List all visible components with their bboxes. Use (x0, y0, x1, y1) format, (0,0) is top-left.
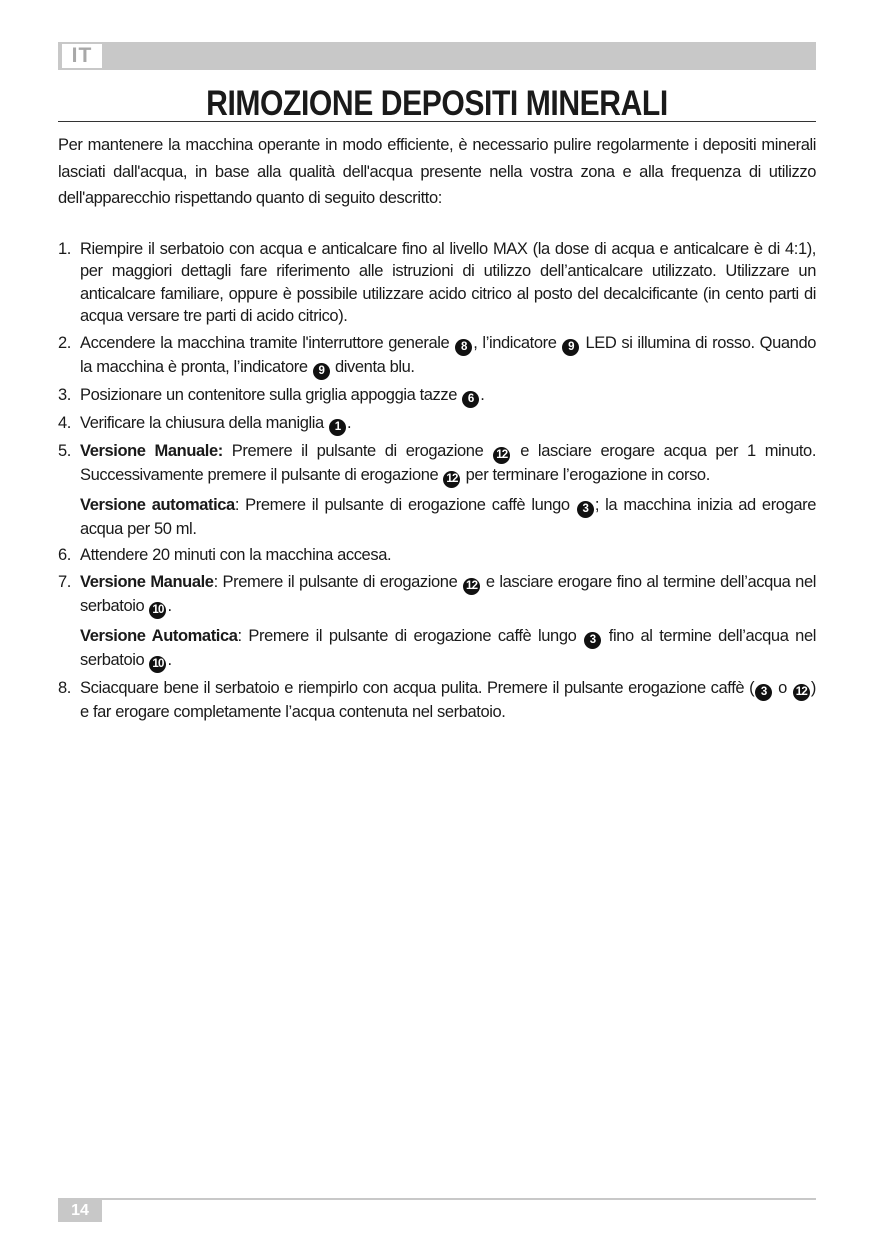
reference-number-badge: 12 (443, 471, 460, 488)
step-subparagraph (80, 494, 816, 541)
step-number: 4. (58, 413, 71, 432)
step-text: Verificare la chiusura della maniglia (80, 413, 329, 432)
step-number: 1. (58, 239, 71, 258)
reference-number-badge: 9 (313, 363, 330, 380)
version-label: Versione Automatica (80, 626, 238, 645)
page-title: RIMOZIONE DEPOSITI MINERALI (206, 84, 668, 123)
step-text: Attendere 20 minuti con la macchina accesa. (80, 546, 392, 564)
step-number: 5. (58, 441, 71, 460)
step-text: e lasciare erogare fino al termine dell’acqua nel serbatoio (80, 572, 816, 615)
step-5 (58, 440, 816, 541)
reference-number-badge: 3 (755, 684, 772, 701)
step-text: : Premere il pulsante di erogazione caffè lungo (234, 495, 576, 514)
title-underline (58, 121, 816, 122)
step-text: Sciacquare bene il serbatoio e riempirlo con acqua pulita. Premere il pulsante erogazione caffè ( (80, 678, 755, 697)
step-text: Premere il pulsante di erogazione (222, 441, 493, 460)
reference-number-badge: 8 (455, 339, 472, 356)
step-text: o (773, 678, 792, 697)
step-text: . (347, 413, 352, 432)
step-text: ) e far erogare completamente l’acqua contenuta nel serbatoio. (80, 678, 816, 721)
reference-number-badge: 12 (493, 447, 510, 464)
step-2 (58, 332, 816, 380)
reference-number-badge: 10 (149, 656, 166, 673)
step-number: 8. (58, 678, 71, 697)
step-number: 2. (58, 333, 71, 352)
step-text: : Premere il pulsante di erogazione (213, 572, 463, 591)
steps-list (58, 238, 816, 724)
step-number: 6. (58, 546, 71, 564)
step-text: Riempire il serbatoio con acqua e anticalcare fino al livello MAX (la dose di acqua e anticalcare è di 4:1), per maggiori dettagli fare riferimento alle istruzioni di utilizzo dell’anticalcare utilizzato. Utilizzare un anticalcare familiare, oppure è possibile utilizzare acido citrico al posto del decalcificante (in cento parti di acqua versare tre parti di acido citrico). (80, 239, 816, 325)
reference-number-badge: 1 (329, 419, 346, 436)
step-1 (58, 238, 816, 328)
step-text: , l’indicatore (473, 333, 562, 352)
step-text: ; la macchina inizia ad erogare acqua per 50 ml. (80, 495, 816, 538)
step-8 (58, 677, 816, 724)
step-7 (58, 571, 816, 673)
reference-number-badge: 9 (562, 339, 579, 356)
version-label: Versione Manuale: (80, 441, 223, 460)
step-text: . (167, 596, 172, 615)
intro-paragraph: Per mantenere la macchina operante in modo efficiente, è necessario pulire regolarmente i depositi minerali lasciati dall'acqua, in base alla qualità dell'acqua presente nella vostra zona e alla frequenza di utilizzo dell'apparecchio rispettando quanto di seguito descritto: (58, 136, 816, 207)
main-content (58, 132, 816, 727)
step-text: Posizionare un contenitore sulla griglia appoggia tazze (80, 385, 462, 404)
step-text: e lasciare erogare acqua per 1 minuto. Successivamente premere il pulsante di erogazione (80, 441, 816, 484)
language-tab: IT (62, 44, 102, 68)
header-bar (58, 42, 816, 70)
reference-number-badge: 6 (462, 391, 479, 408)
step-subparagraph (80, 625, 816, 673)
step-text: fino al termine dell’acqua nel serbatoio (80, 626, 816, 669)
reference-number-badge: 12 (463, 578, 480, 595)
reference-number-badge: 3 (584, 632, 601, 649)
step-4 (58, 412, 816, 436)
step-text: . (167, 650, 172, 669)
version-label: Versione Manuale (80, 572, 214, 591)
step-6 (58, 544, 816, 567)
step-text: Accendere la macchina tramite l'interruttore generale (80, 333, 455, 352)
reference-number-badge: 10 (149, 602, 166, 619)
step-3 (58, 384, 816, 408)
version-label: Versione automatica (80, 495, 235, 514)
step-number: 7. (58, 572, 71, 591)
step-text: per terminare l’erogazione in corso. (461, 465, 710, 484)
step-text: . (480, 385, 485, 404)
reference-number-badge: 12 (793, 684, 810, 701)
step-number: 3. (58, 385, 71, 404)
step-text: diventa blu. (330, 357, 415, 376)
step-text: LED si illumina di rosso. Quando la macchina è pronta, l’indicatore (80, 333, 816, 376)
reference-number-badge: 3 (577, 501, 594, 518)
page-number: 14 (58, 1200, 102, 1222)
footer-rule (58, 1198, 816, 1200)
step-text: : Premere il pulsante di erogazione caffè lungo (237, 626, 584, 645)
